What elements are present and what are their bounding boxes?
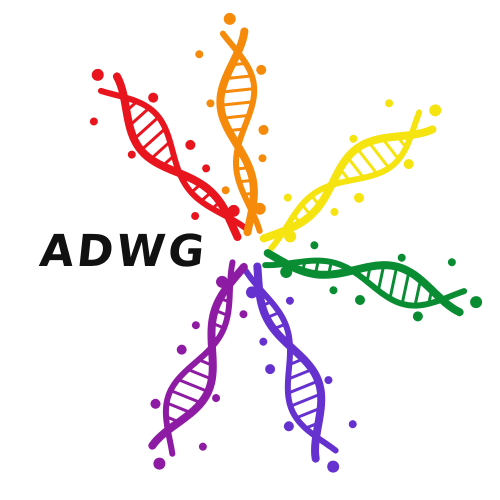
strand-green-dot <box>397 253 406 262</box>
strand-red-rung <box>224 213 226 215</box>
strand-blue-dot <box>325 459 341 475</box>
strand-orange-dot <box>206 99 215 108</box>
strand-orange-dot <box>221 186 230 195</box>
strand-orange-dot <box>258 154 267 163</box>
strand-red-dot <box>189 210 200 221</box>
strand-yellow-rung <box>348 157 364 177</box>
strand-purple-rung <box>171 390 202 402</box>
strand-green-dot <box>412 310 424 322</box>
strand-red-rung <box>201 192 211 201</box>
strand-yellow-rung <box>369 142 389 168</box>
strand-red-dot <box>88 116 99 127</box>
strand-green-rung <box>402 272 409 304</box>
strand-purple-rung <box>227 287 230 288</box>
strand-yellow-dot <box>384 98 395 109</box>
strand-red-rung <box>123 96 124 97</box>
strand-blue-dot <box>348 419 358 429</box>
strand-blue-rung <box>290 394 321 406</box>
strand-green-dot <box>329 285 338 294</box>
strand-purple-rung <box>188 369 212 379</box>
strand-red-dot <box>200 163 211 174</box>
strand-purple-rung <box>178 379 208 391</box>
strand-blue-dot <box>285 296 295 306</box>
strand-green-dot <box>310 241 319 250</box>
strand-purple-dot <box>175 343 188 356</box>
strand-blue-dot <box>258 336 268 346</box>
strand-red-rung <box>141 128 165 150</box>
strand-red-rung <box>176 169 178 171</box>
strand-purple-dot <box>191 320 201 330</box>
strand-orange-dot <box>258 124 269 135</box>
strand-orange-rung <box>221 89 254 92</box>
strand-orange-rung <box>236 155 243 156</box>
strand-orange-rung <box>236 168 249 169</box>
strand-yellow-dot <box>402 157 416 171</box>
strand-orange-rung <box>229 129 244 131</box>
strand-orange-rung <box>250 219 255 220</box>
strand-yellow-rung <box>357 148 377 174</box>
dna-strand-blue <box>224 254 370 484</box>
logo-text: ADWG <box>37 226 210 277</box>
strand-green-dot <box>469 295 483 309</box>
strand-yellow-rung <box>333 181 335 184</box>
strand-red-dot <box>89 66 106 83</box>
strand-purple-rung <box>167 403 192 413</box>
strand-purple-dot <box>198 441 208 451</box>
strand-red-rung <box>134 117 159 139</box>
strand-purple-dot <box>152 456 168 472</box>
strand-blue-rung <box>290 349 293 350</box>
strand-orange-rung <box>239 180 253 181</box>
strand-red-dot <box>146 91 160 105</box>
strand-yellow-dot <box>427 102 444 119</box>
strand-purple-rung <box>231 275 236 277</box>
strand-blue-rung <box>253 279 258 281</box>
strand-green-rung <box>291 263 292 266</box>
strand-orange-rung <box>232 63 246 64</box>
strand-red-dot <box>126 149 137 160</box>
strand-green-backbone-b <box>263 249 464 316</box>
strand-green-dot <box>447 257 456 266</box>
strand-red-rung <box>129 108 149 126</box>
strand-purple-rung <box>209 350 212 351</box>
strand-purple-dot <box>149 397 162 410</box>
strand-yellow-dot <box>329 206 340 217</box>
strand-blue-rung <box>259 291 262 292</box>
strand-green-rung <box>278 259 279 264</box>
strand-orange-rung <box>244 193 254 194</box>
strand-yellow-rung <box>382 138 398 159</box>
strand-orange-rung <box>220 102 252 105</box>
strand-green-rung <box>390 267 397 299</box>
strand-yellow-dot <box>352 191 366 205</box>
strand-yellow-rung <box>286 227 288 229</box>
strand-orange-dot <box>195 50 204 59</box>
strand-yellow-rung <box>302 205 311 216</box>
strand-red-rung <box>151 142 170 159</box>
strand-yellow-dot <box>282 192 293 203</box>
strand-green-rung <box>303 261 305 271</box>
strand-orange-dot <box>223 12 236 25</box>
strand-green-rung <box>356 270 357 273</box>
dna-strand-yellow <box>243 77 459 267</box>
strand-blue-rung <box>288 381 318 393</box>
strand-green-dot <box>354 294 366 306</box>
strand-red-dot <box>183 138 197 152</box>
strand-orange-dot <box>256 64 267 75</box>
strand-purple-dot <box>211 393 221 403</box>
strand-blue-dot <box>264 363 277 376</box>
strand-blue-dot <box>323 375 333 385</box>
strand-green-rung <box>415 280 421 306</box>
strand-blue-dot <box>282 420 295 433</box>
strand-purple-dot <box>238 309 248 319</box>
strand-purple-backbone-b <box>149 259 248 454</box>
strand-yellow-dot <box>348 133 359 144</box>
strand-yellow-rung <box>412 134 413 135</box>
strand-green-rung <box>342 266 343 273</box>
strand-red-backbone-a <box>94 76 251 246</box>
